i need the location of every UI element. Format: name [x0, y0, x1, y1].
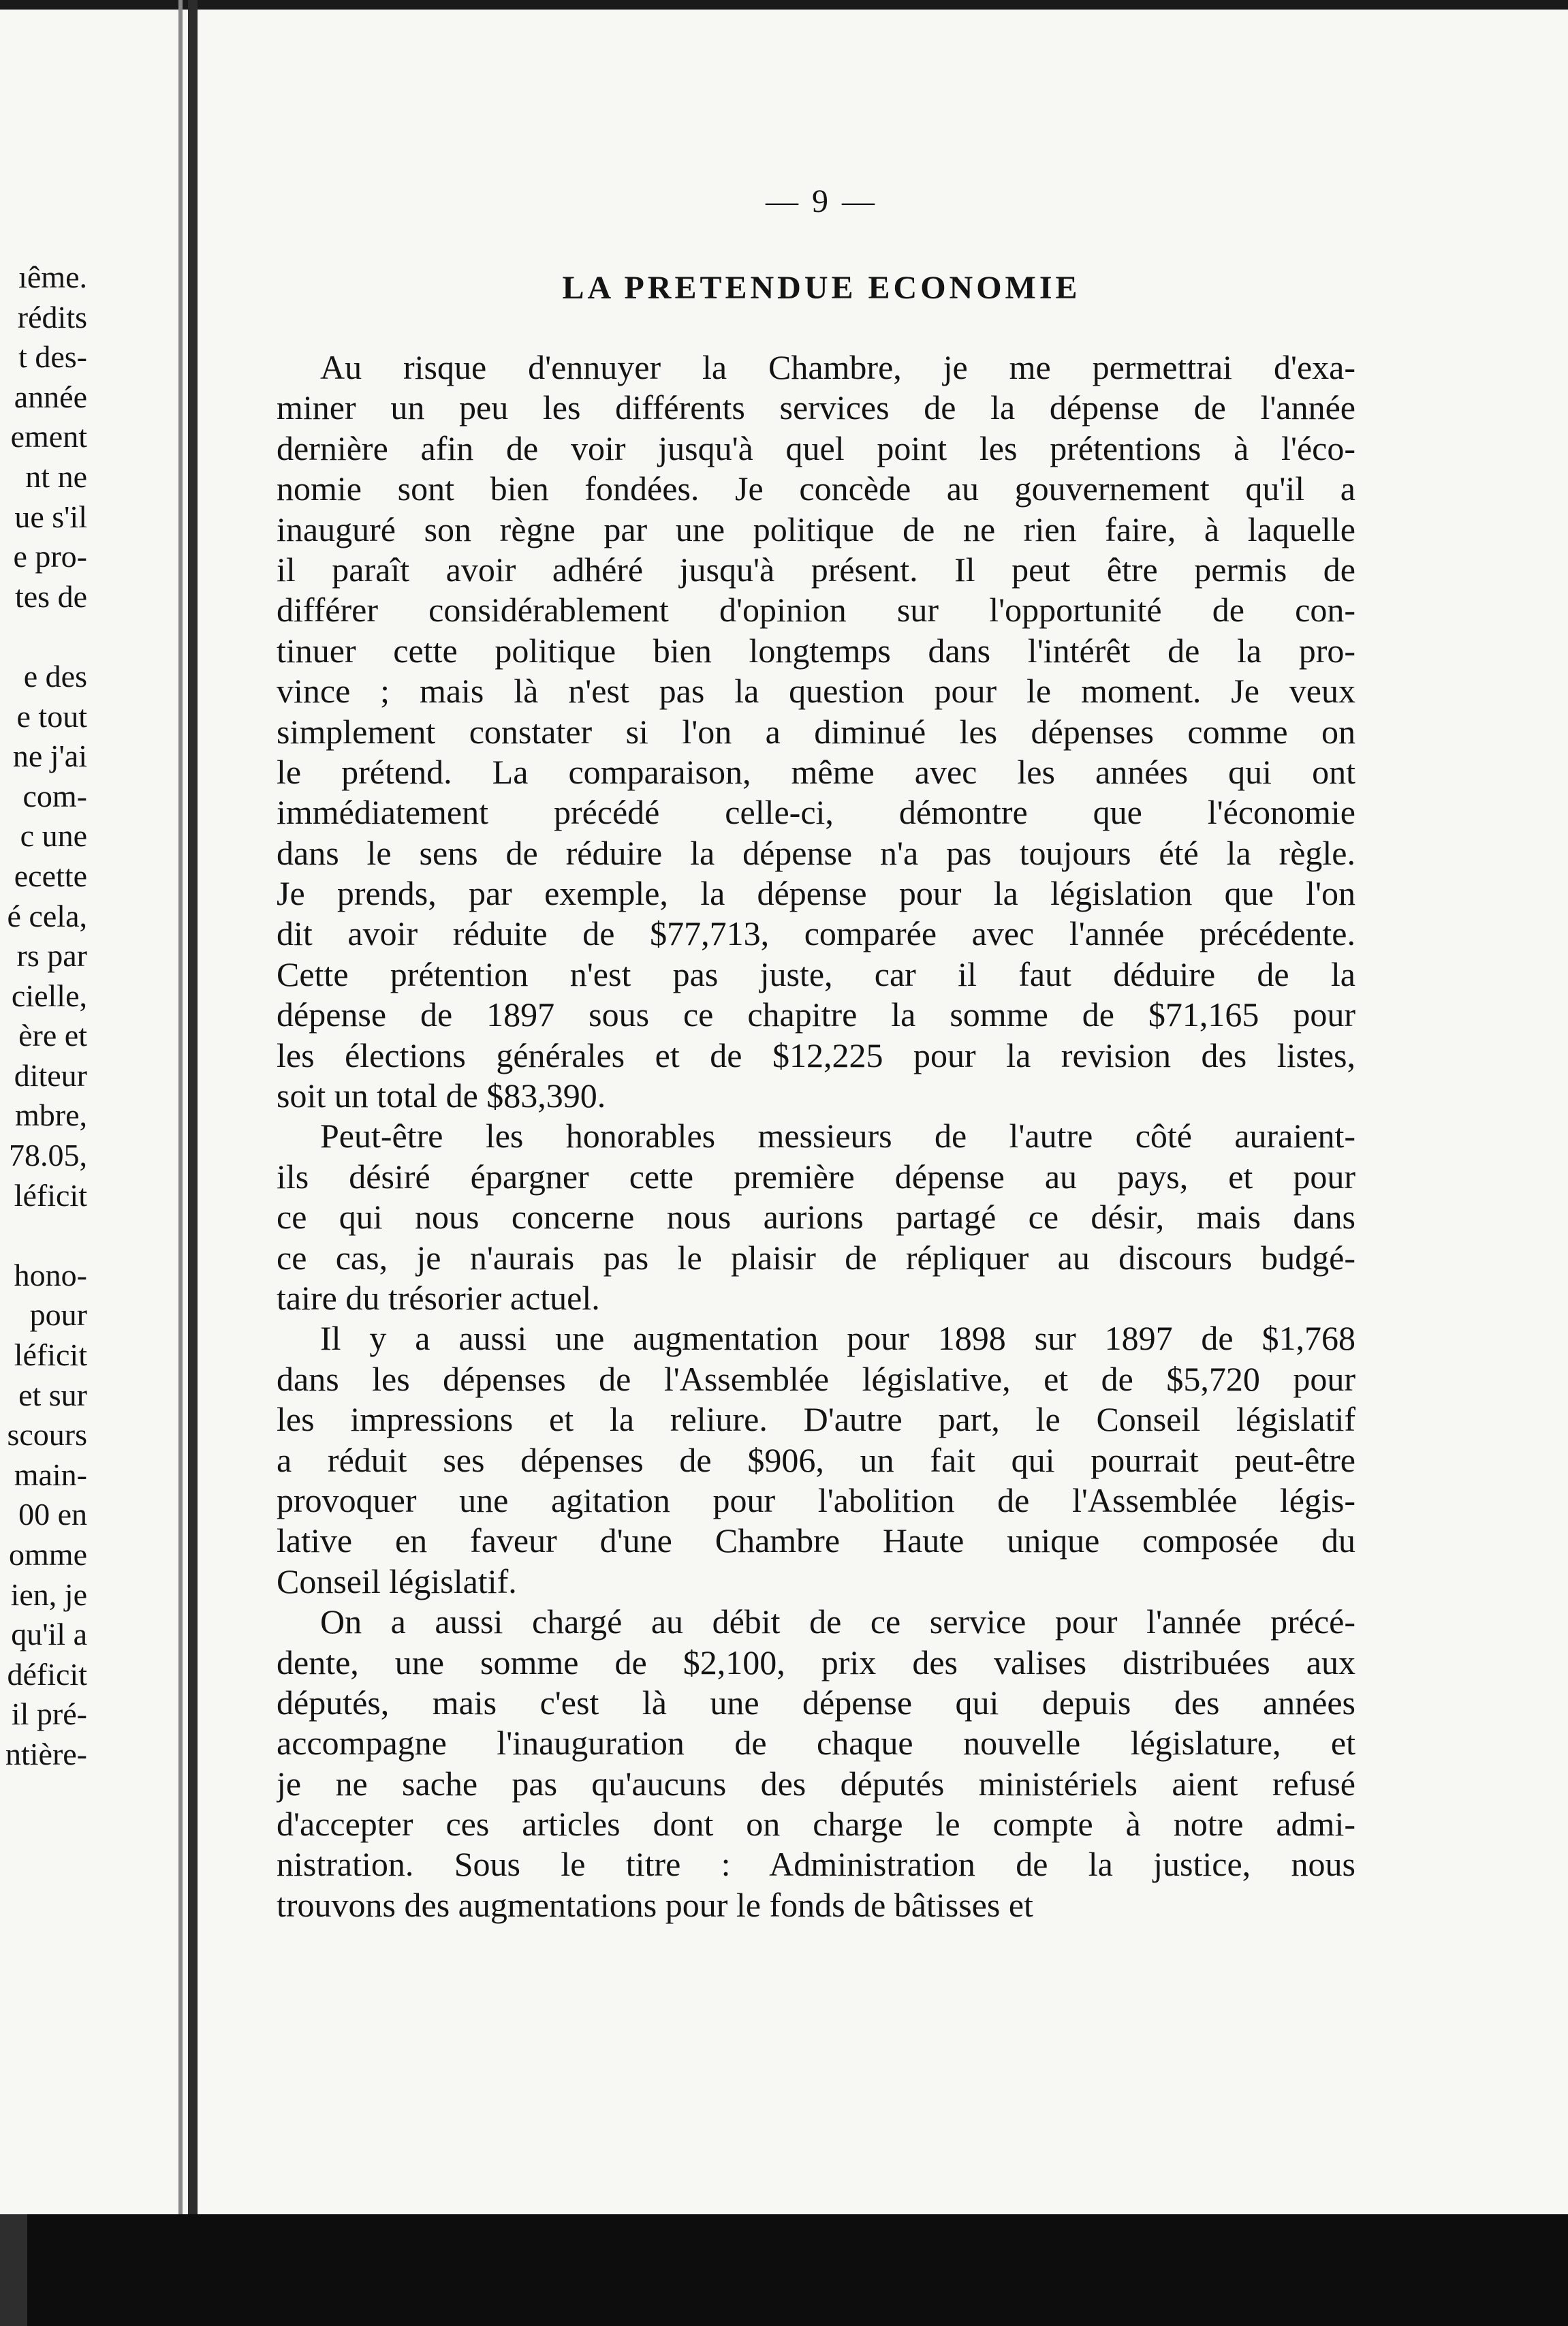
text-line: le prétend. La comparaison, même avec les années qui ont	[277, 752, 1355, 791]
text-line: trouvons des augmentations pour le fonds de bâtisses et	[277, 1885, 1033, 1924]
text-line: inauguré son règne par une politique de ne rien faire, à laquelle	[277, 510, 1355, 548]
facing-page-line: ère et	[18, 1018, 87, 1053]
text-line: il paraît avoir adhéré jusqu'à présent. Il peut être permis de	[277, 550, 1355, 589]
facing-page-line: année	[14, 379, 87, 414]
facing-page-line: il pré-	[11, 1696, 87, 1732]
paragraph	[277, 1318, 1355, 1602]
facing-page-line: ien, je	[10, 1577, 87, 1612]
text-line: Conseil législatif.	[277, 1562, 517, 1600]
facing-page-line: léficit	[14, 1177, 87, 1213]
text-line: provoquer une agitation pour l'abolition de l'Assemblée légis-	[277, 1480, 1355, 1519]
text-line: d'accepter ces articles dont on charge le compte à notre admi-	[277, 1805, 1355, 1844]
text-line: je ne sache pas qu'aucuns des députés ministériels aient refusé	[277, 1764, 1355, 1803]
facing-page-line: rédits	[17, 299, 87, 335]
text-line: Je prends, par exemple, la dépense pour la législation que l'on	[277, 874, 1355, 913]
facing-page-line: 00 en	[18, 1497, 87, 1532]
facing-page-line: main-	[14, 1457, 87, 1492]
facing-page-line: tes de	[14, 578, 87, 614]
text-line: les élections générales et de $12,225 pour la revision des listes,	[277, 1036, 1355, 1074]
text-line: dente, une somme de $2,100, prix des valises distribuées aux	[277, 1643, 1355, 1681]
facing-page-line: ntière-	[5, 1736, 87, 1771]
facing-page-line: et sur	[18, 1377, 87, 1412]
text-line: simplement constater si l'on a diminué les dépenses comme on	[277, 712, 1355, 751]
text-line: dernière afin de voir jusqu'à quel point les prétentions à l'éco-	[277, 429, 1355, 467]
facing-page-line: é cela,	[7, 898, 87, 933]
facing-page-line: com-	[22, 778, 87, 813]
section-heading: LA PRETENDUE ECONOMIE	[562, 270, 1081, 306]
text-line: différer considérablement d'opinion sur l'opportunité de con-	[277, 591, 1355, 630]
facing-page-line: ecette	[14, 858, 87, 893]
text-line: Peut-être les honorables messieurs de l'autre côté auraient-	[320, 1117, 1355, 1156]
facing-page-line: cielle,	[11, 978, 87, 1013]
text-line: ils désiré épargner cette première dépense au pays, et pour	[277, 1157, 1355, 1196]
binding-ridge	[0, 2214, 27, 2326]
facing-page-line: déficit	[7, 1656, 87, 1692]
facing-page-line: qu'il a	[11, 1617, 87, 1652]
text-line: ce cas, je n'aurais pas le plaisir de répliquer au discours budgé-	[277, 1238, 1355, 1277]
text-line: immédiatement précédé celle-ci, démontre que l'économie	[277, 793, 1355, 832]
paragraph	[277, 1116, 1355, 1318]
facing-page-line: nt ne	[25, 459, 87, 494]
facing-page-line: rs par	[16, 938, 87, 974]
paragraph	[277, 1602, 1355, 1925]
text-line: dans les dépenses de l'Assemblée législative, et de $5,720 pour	[277, 1359, 1355, 1398]
text-line: miner un peu les différents services de la dépense de l'année	[277, 388, 1355, 427]
text-line: Cette prétention n'est pas juste, car il faut déduire de la	[277, 955, 1355, 993]
text-line: députés, mais c'est là une dépense qui depuis des années	[277, 1683, 1355, 1722]
facing-page-line: léficit	[14, 1337, 87, 1373]
text-line: taire du trésorier actuel.	[277, 1278, 600, 1317]
page-number: — 9 —	[766, 183, 877, 219]
facing-page-line: scours	[7, 1417, 87, 1453]
text-line: nomie sont bien fondées. Je concède au gouvernement qu'il a	[277, 469, 1355, 508]
facing-page-line: hono-	[14, 1257, 87, 1292]
text-line: lative en faveur d'une Chambre Haute unique composée du	[277, 1521, 1355, 1560]
facing-page-line: ement	[10, 419, 87, 454]
text-line: tinuer cette politique bien longtemps dans l'intérêt de la pro-	[277, 631, 1355, 670]
facing-page-line	[0, 617, 87, 657]
text-line: soit un total de $83,390.	[277, 1076, 606, 1115]
book-gutter	[188, 0, 198, 2214]
facing-page-line: e des	[23, 658, 87, 694]
facing-page-line: e pro-	[13, 539, 87, 574]
facing-page-line: mbre,	[14, 1098, 87, 1133]
text-line: a réduit ses dépenses de $906, un fait qui pourrait peut-être	[277, 1440, 1355, 1479]
facing-page-line: c une	[20, 818, 87, 854]
gutter-shadow	[178, 0, 183, 2214]
text-line: Au risque d'ennuyer la Chambre, je me permettrai d'exa-	[320, 348, 1355, 386]
facing-page-line: e tout	[16, 698, 87, 734]
facing-page-line: diteur	[14, 1057, 87, 1093]
text-line: dépense de 1897 sous ce chapitre la somme de $71,165 pour	[277, 995, 1355, 1034]
facing-page-line: t des-	[18, 339, 87, 375]
facing-page-line: ıême.	[18, 260, 87, 294]
text-line: les impressions et la reliure. D'autre part, le Conseil législatif	[277, 1400, 1355, 1439]
facing-page-line: ne j'ai	[12, 739, 87, 774]
facing-page-line	[0, 1215, 87, 1256]
text-line: dans le sens de réduire la dépense n'a pas toujours été la règle.	[277, 833, 1355, 872]
top-scan-edge	[0, 0, 1568, 10]
body-text	[277, 347, 1355, 1925]
text-line: On a aussi chargé au débit de ce service pour l'année précé-	[320, 1602, 1355, 1641]
text-line: vince ; mais là n'est pas la question pour le moment. Je veux	[277, 672, 1355, 711]
facing-page-line: ue s'il	[14, 499, 87, 534]
bottom-scan-edge	[0, 2214, 1568, 2326]
text-line: Il y a aussi une augmentation pour 1898 sur 1897 de $1,768	[320, 1319, 1355, 1358]
facing-page-line: pour	[29, 1297, 87, 1333]
facing-page-line: 78.05,	[9, 1138, 87, 1173]
text-line: accompagne l'inauguration de chaque nouvelle législature, et	[277, 1724, 1355, 1763]
facing-page-line: omme	[9, 1537, 87, 1572]
text-line: nistration. Sous le titre : Administration de la justice, nous	[277, 1845, 1355, 1884]
text-line: ce qui nous concerne nous aurions partagé ce désir, mais dans	[277, 1198, 1355, 1237]
paragraph	[277, 347, 1355, 1116]
text-line: dit avoir réduite de $77,713, comparée avec l'année précédente.	[277, 914, 1355, 953]
facing-page-fragments	[0, 258, 87, 1775]
